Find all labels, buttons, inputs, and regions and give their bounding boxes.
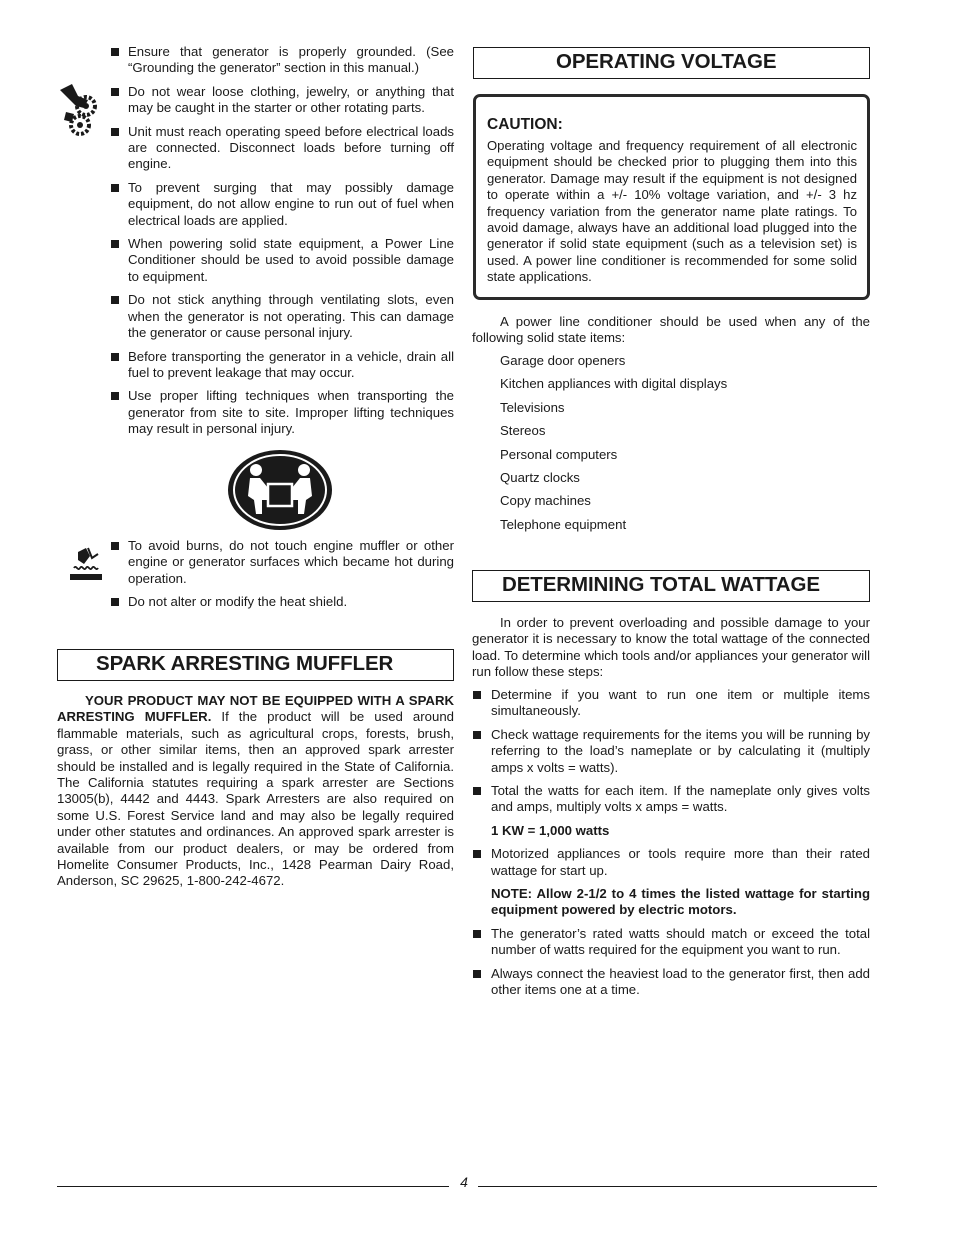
list-item: Stereos [500,423,546,439]
kw-note: 1 KW = 1,000 watts [491,822,610,838]
list-item: Do not wear loose clothing, jewelry, or anything that may be caught in the starter or other rotating parts. [57,84,454,117]
list-item: Check wattage requirements for the items you will be running by referring to the load’s nameplate or by calculating it (multiply amps x volts = watts). [472,727,870,776]
list-item: Unit must reach operating speed before electrical loads are connected. Disconnect loads before turning off engine. [57,124,454,173]
steps-list-a [472,687,870,816]
footer-rule-left [57,1186,449,1187]
list-item: Copy machines [500,493,591,509]
conditioner-intro: A power line conditioner should be used when any of the following solid state items: [472,314,870,346]
caution-title: CAUTION: [487,116,563,133]
caution-box [473,94,870,300]
list-item: Use proper lifting techniques when transporting the generator from site to site. Improper lifting techniques may result in personal injury. [57,388,454,437]
list-item: Personal computers [500,446,618,462]
spark-body-text: If the product will be used around flammable materials, such as agricultural crops, forests, brush, grass, or other similar items, then an approved spark arrester should be installed and is legally required in the State of California. The California statutes requiring a spark arrester are Sections 13005(b), 4442 and 4443. Spark Arresters are also required on some U.S. Forest Service land and may also be legally required under other statutes and ordinances. An approved spark arrester is available from our product dealers, or may be ordered from Homelite Consumer Products, Inc., 1428 Pearman Dairy Road, Anderson, SC 29625, 1-800-242-4672. [57,709,454,889]
spark-arresting-heading [57,649,454,681]
list-item: To avoid burns, do not touch engine muffler or other engine or generator surfaces which became hot during operation. [57,538,454,587]
safety-bullets-a [57,44,454,438]
list-item: Telephone equipment [500,516,627,532]
list-item: Televisions [500,399,565,415]
heading-text: OPERATING VOLTAGE [556,50,777,73]
list-item: Quartz clocks [500,469,580,485]
two-person-lift-icon [226,448,334,532]
list-item: Total the watts for each item. If the nameplate only gives volts and amps, multiply volts x amps = watts. [472,783,870,816]
list-item: Kitchen appliances with digital displays [500,376,728,392]
heading-text: DETERMINING TOTAL WATTAGE [502,573,820,596]
caution-text: Operating voltage and frequency requirement of all electronic equipment should be checked prior to plugging them into this generator. Damage may result if the equipment is not designed to operate within a +/- 10% voltage variation, and +/- 3 hz frequency variation from the generator name plate ratings. To avoid damage, always have an additional load plugged into the generator if solid state equipment (such as a television set) is used. A power line conditioner is recommended for some solid state applications. [487,138,857,285]
list-item: Before transporting the generator in a vehicle, drain all fuel to prevent leakage that may occur. [57,349,454,382]
steps-list-motor [472,846,870,879]
steps-list-b [472,926,870,999]
wattage-intro: In order to prevent overloading and possible damage to your generator it is necessary to know the total wattage of the connected load. To determine which tools and/or appliances your generator will run follow these steps: [472,615,870,680]
list-item: The generator’s rated watts should match or exceed the total number of watts required for the equipment you want to run. [472,926,870,959]
list-item: Garage door openers [500,353,626,368]
motor-note: NOTE: Allow 2-1/2 to 4 times the listed wattage for starting equipment powered by electric motors. [491,886,870,918]
heading-text: SPARK ARRESTING MUFFLER [96,652,394,675]
page-number: 4 [460,1174,468,1190]
list-item: Do not stick anything through ventilating slots, even when the generator is not operating. This can damage the generator or cause personal injury. [57,292,454,341]
list-item: Motorized appliances or tools require more than their rated wattage for start up. [472,846,870,879]
safety-bullets-b [57,538,454,611]
list-item: To prevent surging that may possibly damage equipment, do not allow engine to run out of fuel when electrical loads are applied. [57,180,454,229]
list-item: Do not alter or modify the heat shield. [57,594,454,610]
solid-state-items [472,353,870,540]
spark-bold-notice: YOUR PRODUCT MAY NOT BE EQUIPPED WITH A SPARK ARRESTING MUFFLER. [57,693,454,725]
wattage-steps [472,687,870,999]
spark-arresting-paragraph [57,693,454,890]
total-wattage-heading [472,570,870,602]
list-item: Ensure that generator is properly grounded. (See “Grounding the generator” section in this manual.) [57,44,454,77]
operating-voltage-heading [473,47,870,79]
list-item: When powering solid state equipment, a Power Line Conditioner should be used to avoid possible damage to equipment. [57,236,454,285]
list-item: Determine if you want to run one item or multiple items simultaneously. [472,687,870,720]
list-item: Always connect the heaviest load to the generator first, then add other items one at a time. [472,966,870,999]
footer-rule-right [478,1186,877,1187]
